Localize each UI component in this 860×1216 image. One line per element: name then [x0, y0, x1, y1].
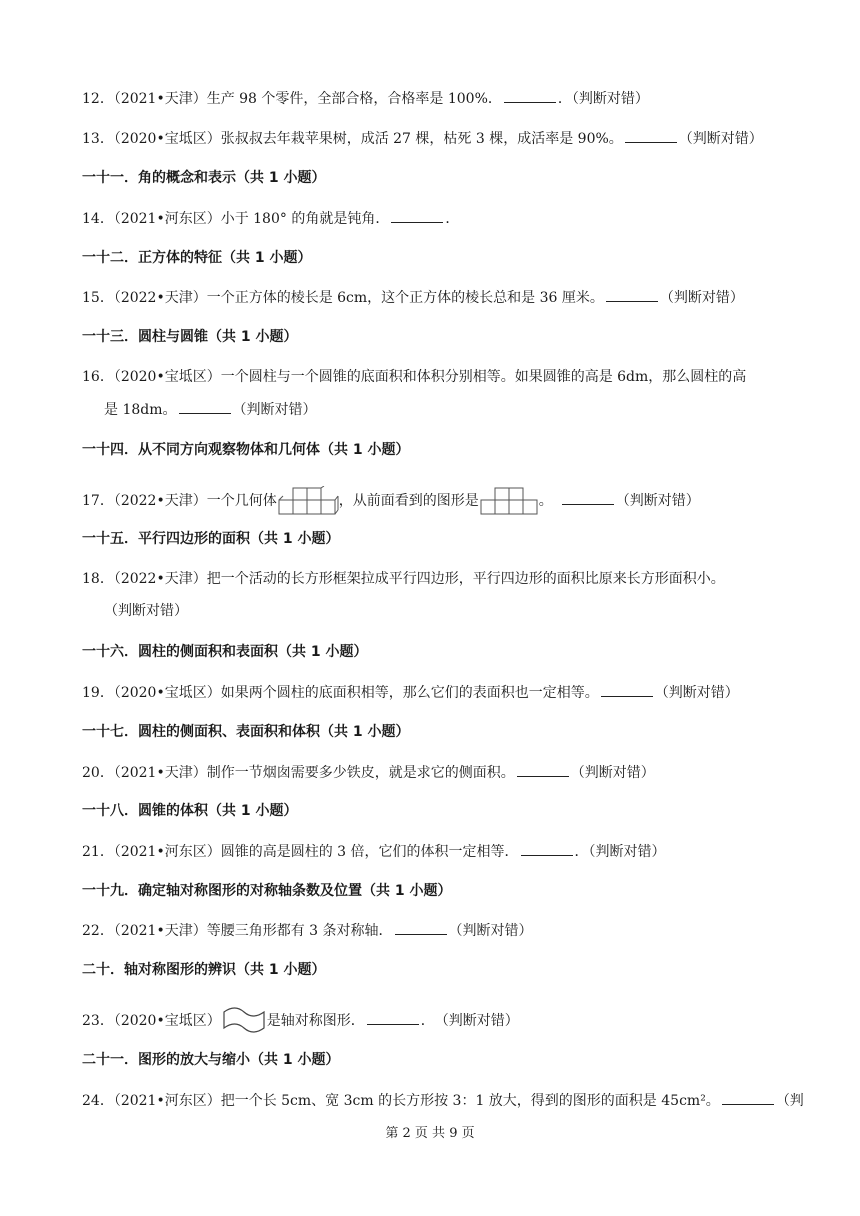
section-heading-18: 一十八．圆锥的体积（共 1 小题）	[82, 803, 298, 819]
geometric-solid-figure	[277, 486, 339, 516]
answer-blank[interactable]	[601, 682, 653, 697]
question-23	[82, 1006, 519, 1036]
section-heading-11: 一十一．角的概念和表示（共 1 小题）	[82, 170, 326, 186]
question-text: 21．（2021•河东区）圆锥的高是圆柱的 3 倍，它们的体积一定相等．	[82, 844, 519, 860]
question-text: 15．（2022•天津）一个正方体的棱长是 6cm，这个正方体的棱长总和是 36 厘米。	[82, 290, 604, 306]
question-18-line2: （判断对错）	[104, 603, 188, 619]
question-note: （判断对错）	[615, 493, 700, 509]
section-heading-17: 一十七．圆柱的侧面积、表面积和体积（共 1 小题）	[82, 724, 410, 740]
question-note: （判断对错）	[678, 131, 763, 147]
question-22	[82, 920, 533, 941]
wavy-flag-figure	[221, 1006, 267, 1036]
question-text: 。	[538, 493, 546, 509]
question-19	[82, 682, 739, 703]
question-21	[82, 841, 666, 862]
question-text: 20．（2021•天津）制作一节烟囱需要多少铁皮，就是求它的侧面积。	[82, 765, 515, 781]
question-text: 是 18dm。	[104, 402, 177, 418]
question-note: ．（判断对错）	[574, 844, 666, 860]
answer-blank[interactable]	[562, 490, 614, 505]
answer-blank[interactable]	[722, 1090, 774, 1105]
section-heading-16: 一十六．圆柱的侧面积和表面积（共 1 小题）	[82, 644, 368, 660]
question-note: （判断对错）	[654, 685, 739, 701]
question-text: 23．（2020•宝坻区）	[82, 1013, 221, 1029]
section-heading-14: 一十四．从不同方向观察物体和几何体（共 1 小题）	[82, 442, 410, 458]
question-text: 是轴对称图形．	[266, 1013, 365, 1029]
question-note: ．	[445, 211, 460, 227]
question-note: ．（判断对错）	[557, 91, 649, 107]
question-text: 14．（2021•河东区）小于 180° 的角就是钝角．	[82, 211, 390, 227]
question-note: ． （判断对错）	[420, 1013, 519, 1029]
answer-blank[interactable]	[179, 399, 231, 414]
question-text: ，从前面看到的图形是	[338, 493, 479, 509]
question-text: 13．（2020•宝坻区）张叔叔去年栽苹果树，成活 27 棵，枯死 3 棵，成活率是 90%。	[82, 131, 623, 147]
answer-blank[interactable]	[367, 1010, 419, 1025]
question-16-line2	[104, 399, 317, 420]
section-heading-20: 二十．轴对称图形的辨识（共 1 小题）	[82, 962, 326, 978]
question-20	[82, 762, 655, 783]
question-note: （判断对错）	[448, 923, 533, 939]
answer-blank[interactable]	[395, 920, 447, 935]
question-note: （判	[775, 1093, 804, 1109]
page-footer: 第 2 页 共 9 页	[385, 1126, 475, 1141]
question-13	[82, 128, 763, 149]
section-heading-13: 一十三．圆柱与圆锥（共 1 小题）	[82, 329, 298, 345]
question-text: 22．（2021•天津）等腰三角形都有 3 条对称轴．	[82, 923, 393, 939]
section-heading-19: 一十九．确定轴对称图形的对称轴条数及位置（共 1 小题）	[82, 883, 452, 899]
section-heading-15: 一十五．平行四边形的面积（共 1 小题）	[82, 531, 340, 547]
answer-blank[interactable]	[521, 841, 573, 856]
question-17	[82, 486, 700, 516]
question-text: 12．（2021•天津）生产 98 个零件，全部合格，合格率是 100%．	[82, 91, 502, 107]
section-heading-21: 二十一．图形的放大与缩小（共 1 小题）	[82, 1052, 340, 1068]
answer-blank[interactable]	[504, 88, 556, 103]
question-text: 19．（2020•宝坻区）如果两个圆柱的底面积相等，那么它们的表面积也一定相等。	[82, 685, 599, 701]
question-text: 17．（2022•天津）一个几何体	[82, 493, 277, 509]
question-12	[82, 88, 649, 109]
question-15	[82, 287, 744, 308]
question-18-line1: 18．（2022•天津）把一个活动的长方形框架拉成平行四边形，平行四边形的面积比原来长方形面积小。	[82, 571, 725, 587]
question-note: （判断对错）	[570, 765, 655, 781]
answer-blank[interactable]	[517, 762, 569, 777]
section-heading-12: 一十二．正方体的特征（共 1 小题）	[82, 250, 312, 266]
answer-blank[interactable]	[391, 208, 443, 223]
front-view-figure	[479, 486, 539, 516]
answer-blank[interactable]	[625, 128, 677, 143]
question-16-line1: 16．（2020•宝坻区）一个圆柱与一个圆锥的底面积和体积分别相等。如果圆锥的高是 6dm，那么圆柱的高	[82, 369, 747, 385]
answer-blank[interactable]	[606, 287, 658, 302]
question-note: （判断对错）	[659, 290, 744, 306]
question-24	[82, 1090, 804, 1111]
question-note: （判断对错）	[232, 402, 317, 418]
question-text: 24．（2021•河东区）把一个长 5cm、宽 3cm 的长方形按 3：1 放大，得到的图形的面积是 45cm²。	[82, 1093, 720, 1109]
question-14	[82, 208, 459, 229]
